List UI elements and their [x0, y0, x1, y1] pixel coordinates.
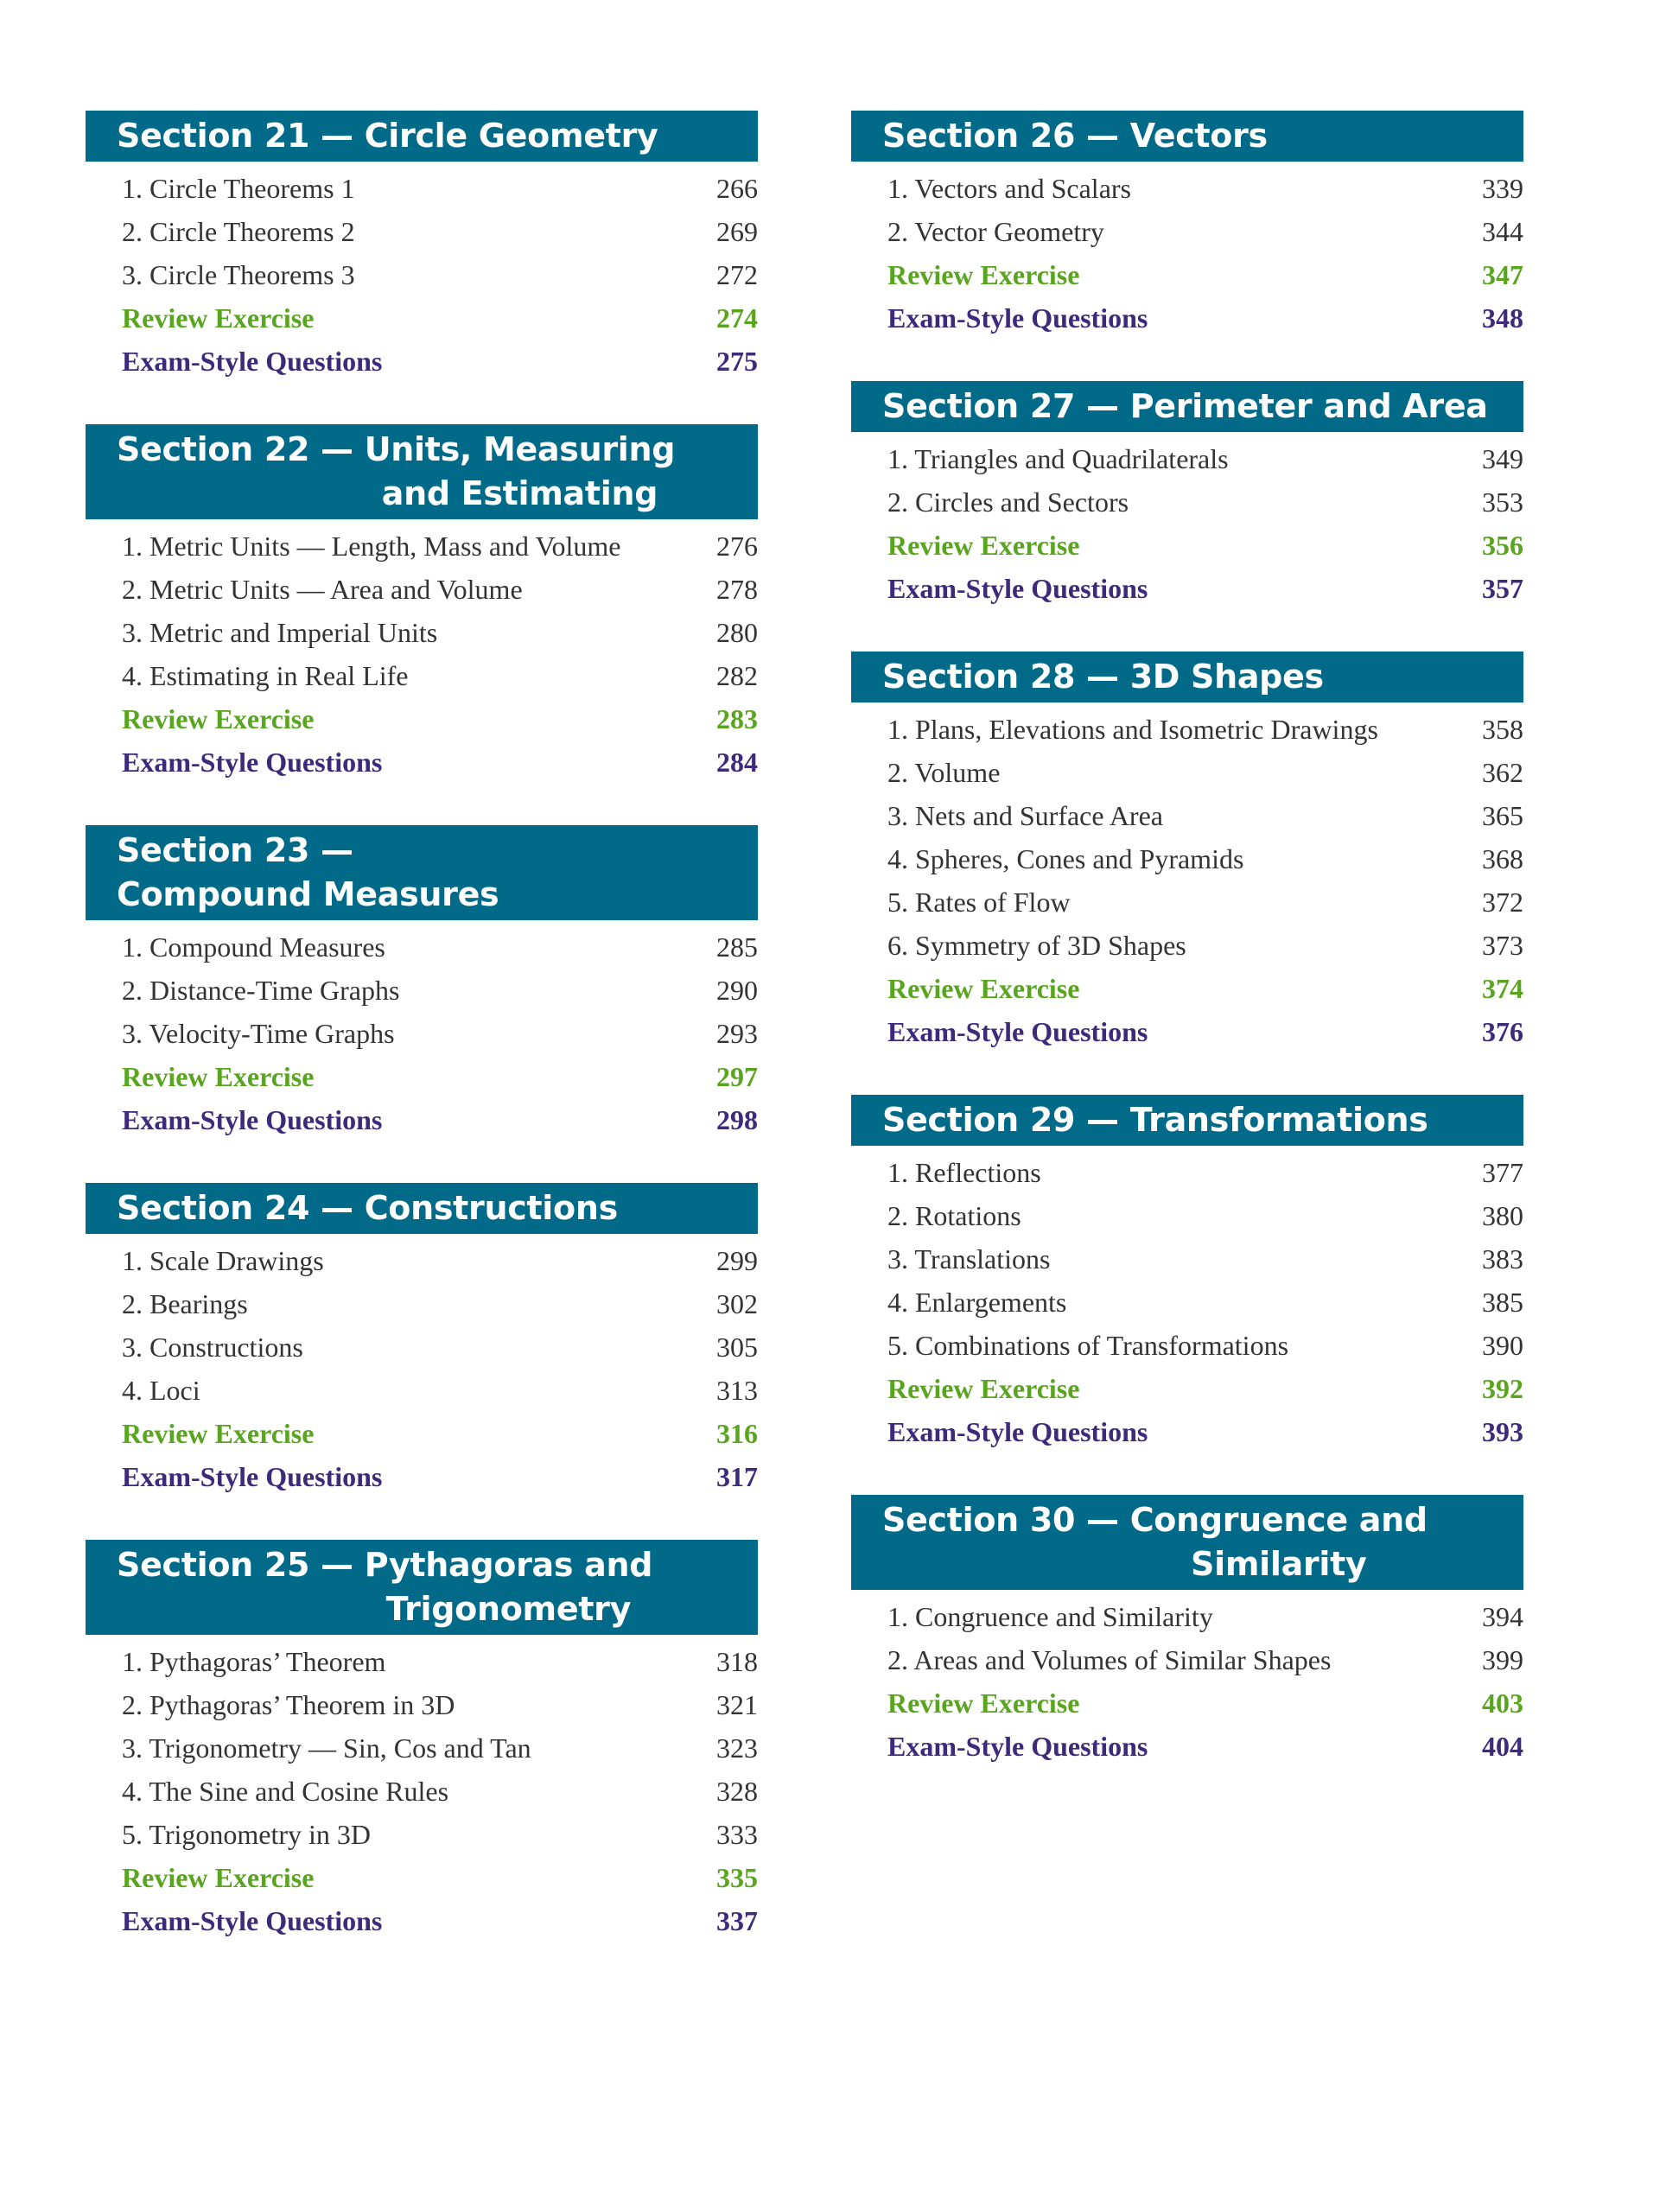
contents-left-column	[86, 111, 758, 1984]
contents-section	[851, 111, 1523, 340]
entry-page-number: 290	[716, 974, 758, 1006]
entry-label: 2. Pythagoras’ Theorem in 3D	[122, 1688, 455, 1720]
topic-entry	[122, 925, 758, 969]
entry-label: Review Exercise	[887, 1372, 1080, 1404]
entry-label: 1. Vectors and Scalars	[887, 172, 1131, 204]
entry-page-number: 357	[1482, 572, 1523, 604]
section-title-line: Circle Geometry	[364, 117, 658, 155]
contents-section	[86, 111, 758, 383]
review-exercise-entry	[122, 1412, 758, 1455]
entry-label: 1. Plans, Elevations and Isometric Drawings	[887, 713, 1378, 745]
entry-label: 3. Velocity-Time Graphs	[122, 1017, 395, 1049]
topic-entry	[122, 1683, 758, 1726]
section-number: Section 28 —	[882, 658, 1130, 696]
entry-page-number: 403	[1482, 1687, 1523, 1719]
contents-section	[86, 424, 758, 784]
entry-page-number: 285	[716, 931, 758, 963]
entry-page-number: 280	[716, 616, 758, 648]
section-title-line: Perimeter and Area	[1129, 387, 1488, 425]
entry-page-number: 393	[1482, 1415, 1523, 1447]
entry-page-number: 353	[1482, 486, 1523, 518]
section-entries	[851, 702, 1523, 1053]
contents-right-column	[851, 111, 1523, 1809]
entry-label: Exam-Style Questions	[122, 1460, 383, 1492]
section-header	[86, 1183, 758, 1234]
section-title	[117, 873, 499, 917]
section-title-line: Transformations	[1129, 1101, 1428, 1139]
entry-label: 2. Vector Geometry	[887, 215, 1104, 247]
section-entries	[851, 1146, 1523, 1453]
review-exercise-entry	[887, 253, 1523, 296]
entry-label: 2. Areas and Volumes of Similar Shapes	[887, 1643, 1332, 1675]
entry-page-number: 272	[716, 258, 758, 290]
topic-entry	[122, 1640, 758, 1683]
topic-entry	[122, 1282, 758, 1325]
entry-page-number: 282	[716, 659, 758, 691]
entry-page-number: 337	[716, 1904, 758, 1936]
section-entries	[86, 162, 758, 383]
section-header	[86, 111, 758, 162]
topic-entry	[887, 1638, 1523, 1681]
entry-page-number: 297	[716, 1060, 758, 1092]
section-title	[1130, 1098, 1428, 1142]
entry-page-number: 276	[716, 530, 758, 562]
exam-questions-entry	[887, 1410, 1523, 1453]
section-title	[365, 1186, 618, 1230]
contents-section	[86, 1540, 758, 1942]
section-title	[1130, 655, 1324, 699]
entry-label: Review Exercise	[122, 702, 315, 734]
entry-page-number: 318	[716, 1645, 758, 1677]
entry-page-number: 362	[1482, 756, 1523, 788]
topic-entry	[887, 837, 1523, 880]
entry-label: 3. Constructions	[122, 1331, 303, 1363]
entry-page-number: 313	[716, 1374, 758, 1406]
entry-label: 6. Symmetry of 3D Shapes	[887, 929, 1186, 961]
section-title-line: Constructions	[364, 1189, 618, 1227]
entry-label: 2. Circle Theorems 2	[122, 215, 355, 247]
entry-page-number: 275	[716, 345, 758, 377]
topic-entry	[887, 1595, 1523, 1638]
entry-label: 4. Estimating in Real Life	[122, 659, 409, 691]
exam-questions-entry	[887, 1010, 1523, 1053]
exam-questions-entry	[887, 1725, 1523, 1768]
entry-page-number: 377	[1482, 1156, 1523, 1188]
entry-page-number: 392	[1482, 1372, 1523, 1404]
entry-label: 5. Rates of Flow	[887, 886, 1071, 918]
section-header	[86, 1540, 758, 1635]
exam-questions-entry	[887, 567, 1523, 610]
topic-entry	[887, 880, 1523, 924]
review-exercise-entry	[887, 524, 1523, 567]
entry-page-number: 323	[716, 1732, 758, 1764]
entry-page-number: 374	[1482, 972, 1523, 1004]
entry-page-number: 333	[716, 1818, 758, 1850]
entry-label: Exam-Style Questions	[887, 1015, 1148, 1047]
exam-questions-entry	[122, 1455, 758, 1498]
entry-label: 1. Compound Measures	[122, 931, 385, 963]
entry-label: 1. Triangles and Quadrilaterals	[887, 442, 1229, 474]
contents-section	[851, 381, 1523, 610]
entry-label: 1. Scale Drawings	[122, 1244, 324, 1276]
entry-label: 2. Circles and Sectors	[887, 486, 1129, 518]
topic-entry	[122, 568, 758, 611]
contents-section	[86, 1183, 758, 1498]
section-header	[851, 111, 1523, 162]
topic-entry	[887, 1237, 1523, 1281]
entry-page-number: 266	[716, 172, 758, 204]
section-title	[365, 114, 658, 158]
entry-page-number: 394	[1482, 1600, 1523, 1632]
topic-entry	[122, 611, 758, 654]
review-exercise-entry	[887, 967, 1523, 1010]
topic-entry	[122, 210, 758, 253]
section-title-line: 3D Shapes	[1129, 658, 1324, 696]
section-number: Section 25 —	[117, 1546, 365, 1584]
entry-label: 4. Loci	[122, 1374, 200, 1406]
topic-entry	[887, 794, 1523, 837]
section-header	[851, 1495, 1523, 1590]
entry-page-number: 284	[716, 746, 758, 778]
entry-label: 4. Spheres, Cones and Pyramids	[887, 842, 1244, 874]
entry-page-number: 385	[1482, 1286, 1523, 1318]
contents-section	[851, 652, 1523, 1053]
entry-label: 1. Reflections	[887, 1156, 1041, 1188]
entry-page-number: 316	[716, 1417, 758, 1449]
section-entries	[851, 432, 1523, 610]
entry-label: Exam-Style Questions	[122, 746, 383, 778]
entry-label: 1. Circle Theorems 1	[122, 172, 355, 204]
entry-page-number: 358	[1482, 713, 1523, 745]
section-title-line: Compound Measures	[117, 875, 499, 913]
section-header	[851, 381, 1523, 432]
entry-page-number: 372	[1482, 886, 1523, 918]
topic-entry	[122, 1012, 758, 1055]
topic-entry	[122, 1325, 758, 1369]
exam-questions-entry	[122, 1098, 758, 1141]
entry-page-number: 380	[1482, 1199, 1523, 1231]
topic-entry	[887, 1281, 1523, 1324]
topic-entry	[122, 969, 758, 1012]
section-number: Section 26 —	[882, 117, 1130, 155]
entry-page-number: 298	[716, 1103, 758, 1135]
entry-page-number: 299	[716, 1244, 758, 1276]
section-title-line: Vectors	[1129, 117, 1268, 155]
entry-label: 1. Congruence and Similarity	[887, 1600, 1213, 1632]
review-exercise-entry	[122, 1055, 758, 1098]
entry-label: 2. Rotations	[887, 1199, 1021, 1231]
entry-page-number: 347	[1482, 258, 1523, 290]
section-number: Section 22 —	[117, 430, 365, 468]
entry-label: Review Exercise	[887, 529, 1080, 561]
exam-questions-entry	[887, 296, 1523, 340]
entry-label: 3. Trigonometry — Sin, Cos and Tan	[122, 1732, 531, 1764]
topic-entry	[887, 210, 1523, 253]
entry-label: 2. Metric Units — Area and Volume	[122, 573, 523, 605]
review-exercise-entry	[887, 1681, 1523, 1725]
entry-label: 1. Metric Units — Length, Mass and Volume	[122, 530, 621, 562]
entry-page-number: 305	[716, 1331, 758, 1363]
entry-label: 2. Volume	[887, 756, 1001, 788]
entry-label: Exam-Style Questions	[122, 1103, 383, 1135]
section-number: Section 30 —	[882, 1501, 1130, 1539]
section-title	[1130, 385, 1488, 429]
entry-label: Exam-Style Questions	[122, 1904, 383, 1936]
section-header	[86, 424, 758, 519]
section-title-line: and Estimating	[381, 474, 658, 512]
topic-entry	[887, 751, 1523, 794]
section-number: Section 29 —	[882, 1101, 1130, 1139]
entry-page-number: 356	[1482, 529, 1523, 561]
entry-label: Review Exercise	[122, 1060, 315, 1092]
entry-page-number: 302	[716, 1287, 758, 1319]
entry-label: Review Exercise	[887, 1687, 1080, 1719]
entry-label: Review Exercise	[122, 302, 315, 334]
exam-questions-entry	[122, 340, 758, 383]
contents-section	[86, 825, 758, 1141]
entry-page-number: 344	[1482, 215, 1523, 247]
section-entries	[851, 162, 1523, 340]
entry-page-number: 283	[716, 702, 758, 734]
entry-label: Exam-Style Questions	[887, 1730, 1148, 1762]
section-entries	[86, 1234, 758, 1498]
section-entries	[86, 920, 758, 1141]
entry-label: Exam-Style Questions	[887, 572, 1148, 604]
topic-entry	[887, 924, 1523, 967]
topic-entry	[122, 1726, 758, 1770]
review-exercise-entry	[122, 296, 758, 340]
topic-entry	[887, 708, 1523, 751]
section-number: Section 27 —	[882, 387, 1130, 425]
entry-page-number: 278	[716, 573, 758, 605]
section-entries	[86, 1635, 758, 1942]
entry-label: 3. Metric and Imperial Units	[122, 616, 438, 648]
entry-page-number: 376	[1482, 1015, 1523, 1047]
entry-page-number: 365	[1482, 799, 1523, 831]
entry-page-number: 373	[1482, 929, 1523, 961]
entry-label: Exam-Style Questions	[887, 302, 1148, 334]
review-exercise-entry	[122, 1856, 758, 1899]
section-entries	[851, 1590, 1523, 1768]
entry-label: Review Exercise	[122, 1417, 315, 1449]
entry-page-number: 321	[716, 1688, 758, 1720]
entry-label: 3. Translations	[887, 1243, 1051, 1274]
entry-label: Exam-Style Questions	[887, 1415, 1148, 1447]
entry-label: 1. Pythagoras’ Theorem	[122, 1645, 386, 1677]
topic-entry	[122, 654, 758, 697]
topic-entry	[122, 167, 758, 210]
exam-questions-entry	[122, 741, 758, 784]
review-exercise-entry	[122, 697, 758, 741]
topic-entry	[887, 480, 1523, 524]
entry-label: Review Exercise	[122, 1861, 315, 1893]
entry-label: 2. Distance-Time Graphs	[122, 974, 400, 1006]
entry-label: 2. Bearings	[122, 1287, 248, 1319]
entry-page-number: 404	[1482, 1730, 1523, 1762]
topic-entry	[887, 437, 1523, 480]
entry-label: 3. Circle Theorems 3	[122, 258, 355, 290]
entry-page-number: 269	[716, 215, 758, 247]
contents-section	[851, 1495, 1523, 1768]
section-title	[1130, 114, 1268, 158]
entry-page-number: 335	[716, 1861, 758, 1893]
entry-page-number: 368	[1482, 842, 1523, 874]
exam-questions-entry	[122, 1899, 758, 1942]
section-header	[851, 652, 1523, 702]
topic-entry	[887, 167, 1523, 210]
section-title-line: Pythagoras and	[364, 1546, 653, 1584]
topic-entry	[122, 1770, 758, 1813]
entry-label: 4. The Sine and Cosine Rules	[122, 1775, 449, 1807]
entry-label: Review Exercise	[887, 972, 1080, 1004]
entry-page-number: 293	[716, 1017, 758, 1049]
section-title	[365, 1543, 652, 1631]
entry-page-number: 390	[1482, 1329, 1523, 1361]
topic-entry	[122, 1813, 758, 1856]
entry-label: Review Exercise	[887, 258, 1080, 290]
section-title-line: Congruence and	[1129, 1501, 1428, 1539]
entry-label: 5. Trigonometry in 3D	[122, 1818, 372, 1850]
entry-page-number: 317	[716, 1460, 758, 1492]
section-title-line: Units, Measuring	[364, 430, 676, 468]
topic-entry	[887, 1194, 1523, 1237]
topic-entry	[122, 1369, 758, 1412]
section-title-line: Similarity	[1191, 1545, 1367, 1583]
topic-entry	[122, 253, 758, 296]
contents-section	[851, 1095, 1523, 1453]
entry-label: 5. Combinations of Transformations	[887, 1329, 1289, 1361]
section-number: Section 24 —	[117, 1189, 365, 1227]
entry-page-number: 399	[1482, 1643, 1523, 1675]
entry-label: 4. Enlargements	[887, 1286, 1067, 1318]
section-title-line: Trigonometry	[385, 1590, 632, 1628]
review-exercise-entry	[887, 1367, 1523, 1410]
entry-page-number: 339	[1482, 172, 1523, 204]
section-header	[851, 1095, 1523, 1146]
section-title	[1130, 1498, 1428, 1586]
topic-entry	[887, 1324, 1523, 1367]
topic-entry	[887, 1151, 1523, 1194]
topic-entry	[122, 1239, 758, 1282]
entry-page-number: 274	[716, 302, 758, 334]
section-header	[86, 825, 758, 920]
entry-page-number: 348	[1482, 302, 1523, 334]
entry-page-number: 349	[1482, 442, 1523, 474]
section-entries	[86, 519, 758, 784]
section-number: Section 23 —	[117, 831, 365, 869]
entry-page-number: 328	[716, 1775, 758, 1807]
topic-entry	[122, 524, 758, 568]
section-title	[365, 428, 676, 516]
entry-label: 3. Nets and Surface Area	[887, 799, 1163, 831]
section-number: Section 21 —	[117, 117, 365, 155]
entry-page-number: 383	[1482, 1243, 1523, 1274]
entry-label: Exam-Style Questions	[122, 345, 383, 377]
